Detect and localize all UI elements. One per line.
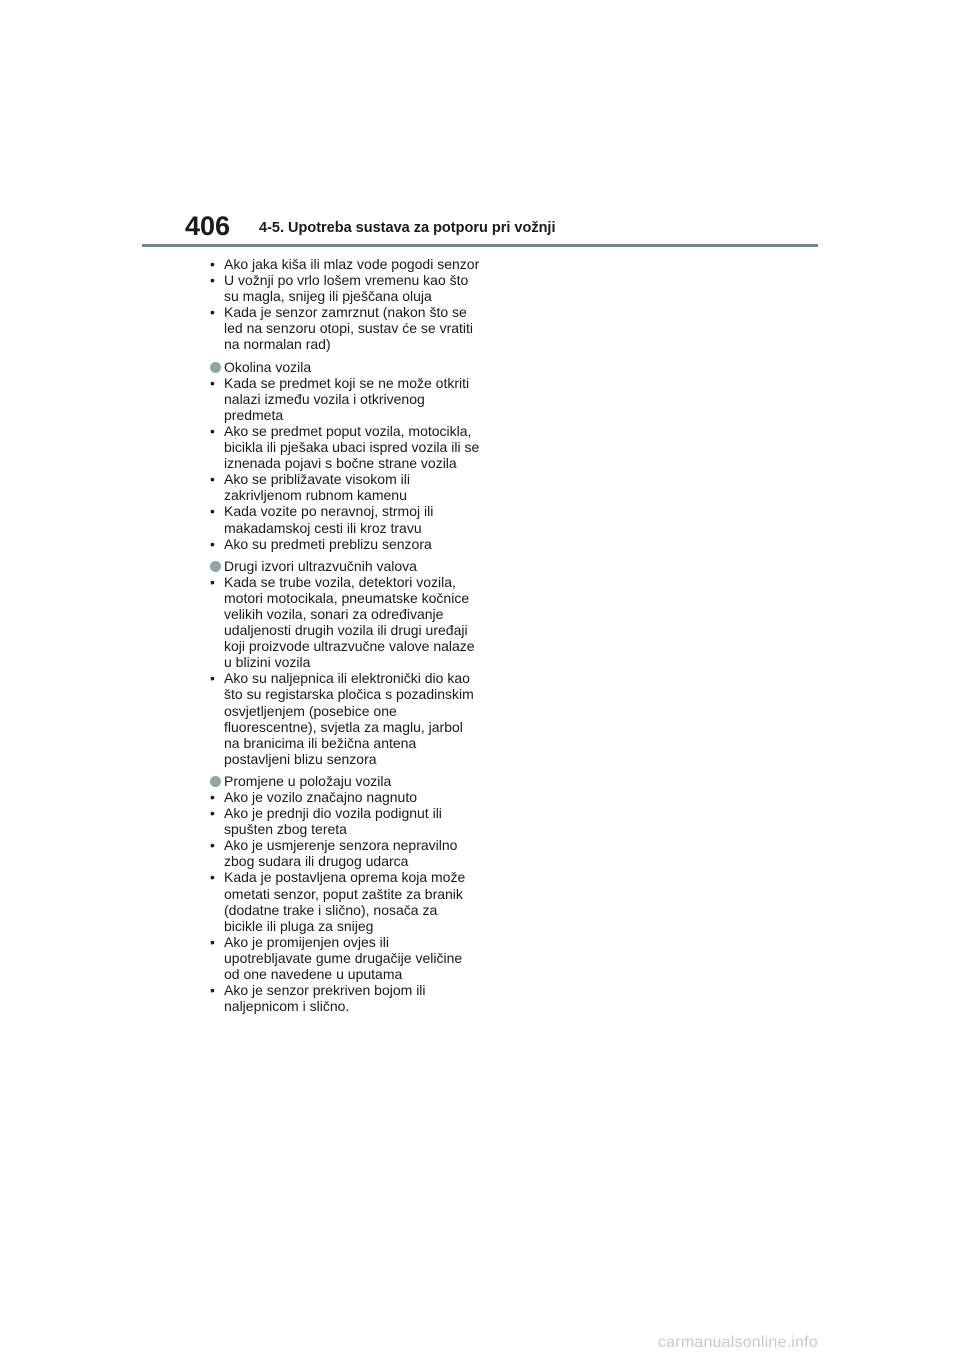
content-column [210,256,480,1020]
list-item: • Ako jaka kiša ili mlaz vode pogodi senzor [210,256,480,272]
list-item: • U vožnji po vrlo lošem vremenu kao što su magla, snijeg ili pješčana oluja [210,272,480,304]
section-title: 4-5. Upotreba sustava za potporu pri vožnji [259,220,556,236]
section-heading-label: Okolina vozila [224,358,312,375]
block-vehicle-surroundings [210,359,480,552]
bullet-dot-icon [210,776,221,787]
list-item: • Ako su predmeti preblizu senzora [210,536,480,552]
page-number: 406 [185,211,231,241]
block-ultrasonic-sources [210,558,480,767]
section-heading-label: Promjene u položaju vozila [224,772,392,789]
list-item: • Ako su naljepnica ili elektronički dio kao što su registarska pločica s pozadinskim osvjetljenjem (posebice one fluorescentne), svjetla za maglu, jarbol na branicima ili bežična antena postavljeni blizu senzora [210,670,480,767]
section-heading [210,558,480,574]
list-item: • Ako se približavate visokom ili zakrivljenom rubnom kamenu [210,471,480,503]
list-item: • Kada je postavljena oprema koja može ometati senzor, poput zaštite za branik (dodatne trake i slično), nosača za bicikle ili pluga za snijeg [210,869,480,933]
list-item: • Ako je vozilo značajno nagnuto [210,789,480,805]
list-item: • Ako je senzor prekriven bojom ili naljepnicom i slično. [210,982,480,1014]
header-rule [142,244,818,247]
list-item: • Kada se trube vozila, detektori vozila, motori motocikala, pneumatske kočnice velikih vozila, sonari za određivanje udaljenosti drugih vozila ili drugi uređaji koji proizvode ultrazvučne valove nalaze u blizini vozila [210,574,480,671]
section-heading [210,773,480,789]
list-item: • Kada se predmet koji se ne može otkriti nalazi između vozila i otkrivenog predmeta [210,375,480,423]
list-item: • Ako je prednji dio vozila podignut ili spušten zbog tereta [210,805,480,837]
list-item: • Ako je usmjerenje senzora nepravilno zbog sudara ili drugog udarca [210,837,480,869]
bullet-dot-icon [210,362,221,373]
section-heading [210,359,480,375]
list-item: • Ako se predmet poput vozila, motocikla, bicikla ili pješaka ubaci ispred vozila ili se iznenada pojavi s bočne strane vozila [210,423,480,471]
watermark-logo: carmanualsonline.info [658,1334,818,1351]
section-heading-label: Drugi izvori ultrazvučnih valova [224,557,417,574]
bullet-dot-icon [210,561,221,572]
list-item: • Ako je promijenjen ovjes ili upotrebljavate gume drugačije veličine od one navedene u uputama [210,934,480,982]
list-item: • Kada vozite po neravnoj, strmoj ili makadamskoj cesti ili kroz travu [210,503,480,535]
list-item: • Kada je senzor zamrznut (nakon što se led na senzoru otopi, sustav će se vratiti na normalan rad) [210,304,480,352]
block-vehicle-position [210,773,480,1014]
block-weather [210,256,480,353]
